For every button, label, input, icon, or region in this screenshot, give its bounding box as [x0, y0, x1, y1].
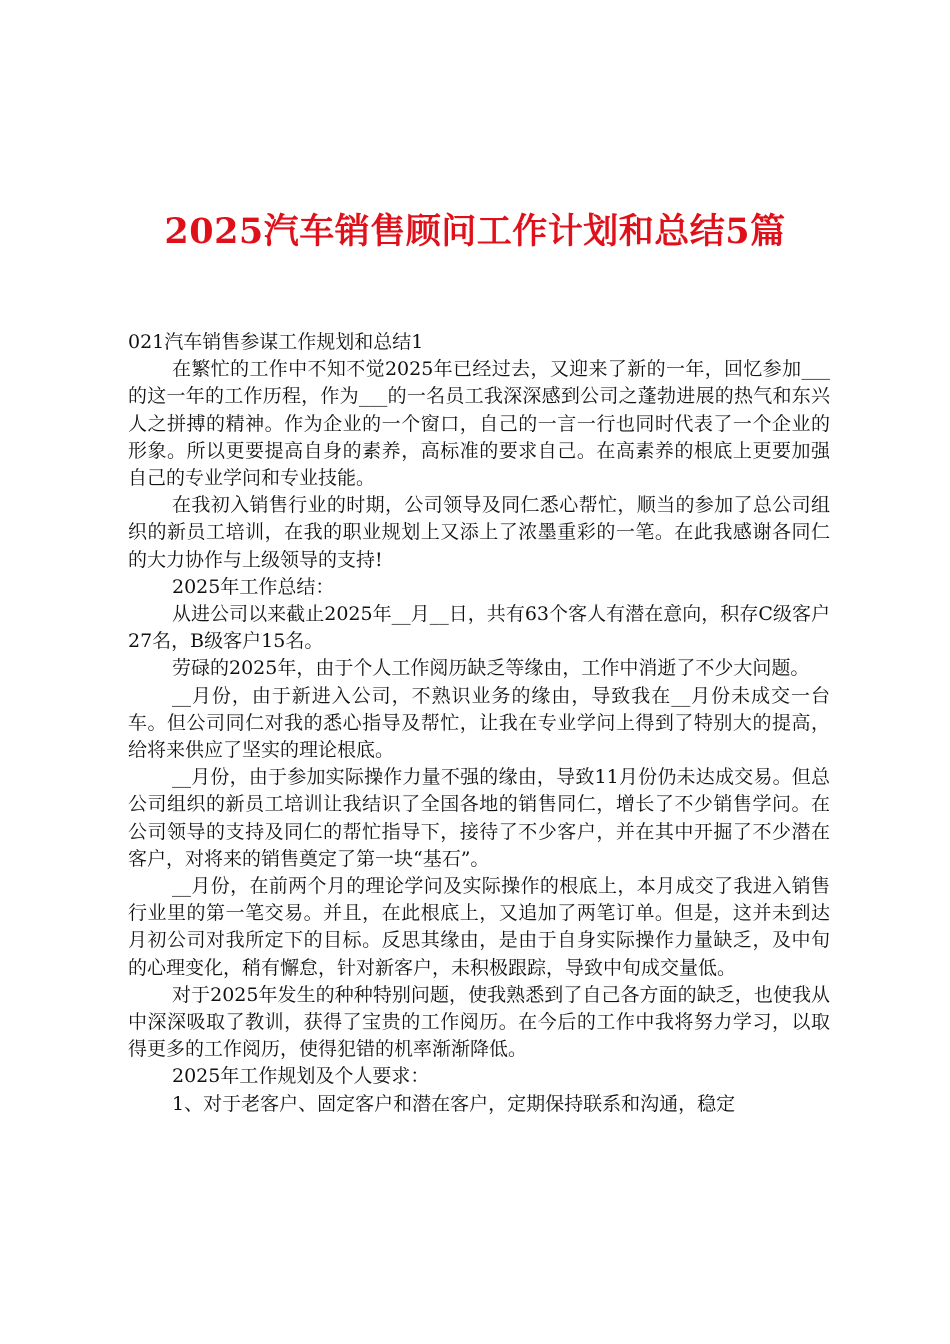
paragraph: 在繁忙的工作中不知不觉2025年已经过去，又迎来了新的一年，回忆参加___的这一年的工作历程，作为___的一名员工我深深感到公司之蓬勃进展的热气和东兴人之拼搏的精神。作为企业的一个窗口，自己的一言一行也同时代表了一个企业的形象。所以更要提高自身的素养，高标准的要求自己。在高素养的根底上更要加强自己的专业学问和专业技能。: [128, 358, 830, 490]
paragraph: 2025年工作总结：: [172, 575, 335, 598]
paragraph: 在我初入销售行业的时期，公司领导及同仁悉心帮忙，顺当的参加了总公司组织的新员工培训，在我的职业规划上又添上了浓墨重彩的一笔。在此我感谢各同仁的大力协作与上级领导的支持!: [128, 494, 830, 571]
paragraph: 从进公司以来截止2025年__月__日，共有63个客人有潜在意向，积存C级客户27名，B级客户15名。: [128, 603, 830, 653]
section-heading: 021汽车销售参谋工作规划和总结1: [128, 331, 424, 353]
paragraph: __月份，由于参加实际操作力量不强的缘由，导致11月份仍未达成交易。但总公司组织的新员工培训让我结识了全国各地的销售同仁，增长了不少销售学问。在公司领导的支持及同仁的帮忙指导下，接待了不少客户，并在其中开掘了不少潜在客户，对将来的销售奠定了第一块“基石”。: [128, 766, 830, 870]
paragraph: 劳碌的2025年，由于个人工作阅历缺乏等缘由，工作中消逝了不少大问题。: [172, 657, 810, 680]
paragraph: __月份，由于新进入公司，不熟识业务的缘由，导致我在__月份未成交一台车。但公司同仁对我的悉心指导及帮忙，让我在专业学问上得到了特别大的提高，给将来供应了坚实的理论根底。: [128, 684, 830, 762]
paragraph: 对于2025年发生的种种特别问题，使我熟悉到了自己各方面的缺乏，也使我从中深深吸取了教训，获得了宝贵的工作阅历。在今后的工作中我将努力学习，以取得更多的工作阅历，使得犯错的机率渐渐降低。: [128, 983, 830, 1061]
paragraph: 2025年工作规划及个人要求：: [172, 1065, 430, 1088]
paragraph: 1、对于老客户、固定客户和潜在客户，定期保持联系和沟通，稳定: [172, 1092, 736, 1115]
paragraph: __月份，在前两个月的理论学问及实际操作的根底上，本月成交了我进入销售行业里的第一笔交易。并且，在此根底上，又追加了两笔订单。但是，这并未到达月初公司对我所定下的目标。反思其缘由，是由于自身实际操作力量缺乏，及中旬的心理变化，稍有懈怠，针对新客户，未积极跟踪，导致中旬成交量低。: [128, 875, 830, 979]
document-title: 2025汽车销售顾问工作计划和总结5篇: [164, 211, 786, 252]
document-body: [128, 329, 830, 1118]
